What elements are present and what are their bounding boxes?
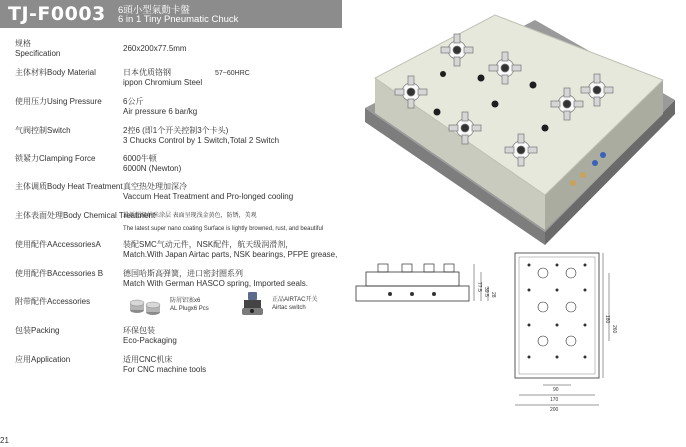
dim-top-0: 260 (611, 325, 617, 334)
spec-label-accessories: 附带配件Accessories (15, 297, 91, 306)
spec-label-switch: 气阀控制Switch (15, 126, 71, 135)
dim-top-1: 180 (604, 315, 610, 324)
model-number: TJ-F0003 (8, 3, 106, 25)
spec-label-using-pressure: 使用压力Using Pressure (15, 97, 102, 106)
spec-value-switch: 2控6 (即1个开关控制3个卡头) 3 Chucks Control by 1 Switch,Total 2 Switch (123, 126, 280, 145)
spec-label-packing: 包装Packing (15, 326, 60, 335)
spec-value-accessories-a: 装配SMC气动元件，NSK配件，航天级润滑剂， Match.With Japan Airtac parts, NSK bearings, PFPE grease, (123, 240, 338, 259)
accessory-plug-en: AL Plugx6 Pcs (170, 306, 209, 312)
dim-side-0: 77.5 (476, 282, 482, 292)
side-view-drawing (350, 252, 500, 312)
spec-label-accessories-a: 使用配件AAccessoriesA (15, 240, 101, 249)
spec-value-accessories-b: 德国哈斯高弹簧，进口密封圈系列 Match With German HASCO spring, Imported seals. (123, 269, 308, 288)
page-number: 21 (0, 436, 9, 445)
spec-value-application: 适用CNC机床 For CNC machine tools (123, 355, 207, 374)
spec-value-specification: 260x200x77.5mm (123, 44, 187, 53)
spec-label-accessories-b: 使用配件BAccessories B (15, 269, 104, 278)
spec-label-application: 应用Application (15, 355, 71, 364)
spec-hardness: 57~60HRC (215, 70, 250, 77)
accessory-plug-zh: 防屑铝塞x6 (170, 298, 201, 304)
aluminum-plug-icon (127, 294, 167, 318)
accessory-switch-zh: 正品AIRTAC开关 (272, 297, 318, 303)
spec-value-body-material: 日本优质铬钢 ippon Chromium Steel (123, 68, 203, 87)
spec-value-heat-treatment: 真空热处理加深冷 Vaccum Heat Treatment and Pro-longed cooling (123, 182, 294, 201)
title-en: 6 in 1 Tiny Pneumatic Chuck (118, 14, 239, 25)
spec-value-using-pressure: 6公斤 Air pressure 6 bar/kg (123, 97, 198, 116)
spec-label-clamping-force: 锁紧力Clamping Force (15, 154, 96, 163)
spec-label-chemical-treatment: 主体表面处理Body Chemical Treatment (15, 211, 156, 220)
dim-top-w0: 90 (553, 387, 559, 393)
spec-value-clamping-force: 6000牛顿 6000N (Newton) (123, 154, 182, 173)
spec-value-chemical-treatment: 最新超级纳米涂层 表面呈现浅金黄色，防锈，美观 The latest super nano coating Surface is lightly browned, rust, and beautiful (123, 213, 324, 232)
header-bar (0, 0, 342, 28)
title-zh: 6頭小型氣動卡盤 (118, 5, 190, 16)
dim-side-2: 28 (490, 292, 496, 298)
chuck-product-image (345, 0, 686, 245)
dim-top-w1: 170 (550, 397, 559, 403)
airtac-switch-icon (238, 290, 268, 320)
dim-top-w2: 200 (550, 407, 559, 413)
dim-side-1: 39.5 (483, 287, 489, 297)
spec-label-heat-treatment: 主体调质Body Heat Treatment (15, 182, 123, 191)
spec-value-packing: 环保包装 Eco-Packaging (123, 326, 177, 345)
accessory-switch-en: Airtac switch (272, 305, 306, 311)
top-view-drawing (505, 245, 620, 415)
spec-label-specification: 规格 Specification (15, 39, 61, 58)
spec-label-body-material: 主体材料Body Material (15, 68, 96, 77)
